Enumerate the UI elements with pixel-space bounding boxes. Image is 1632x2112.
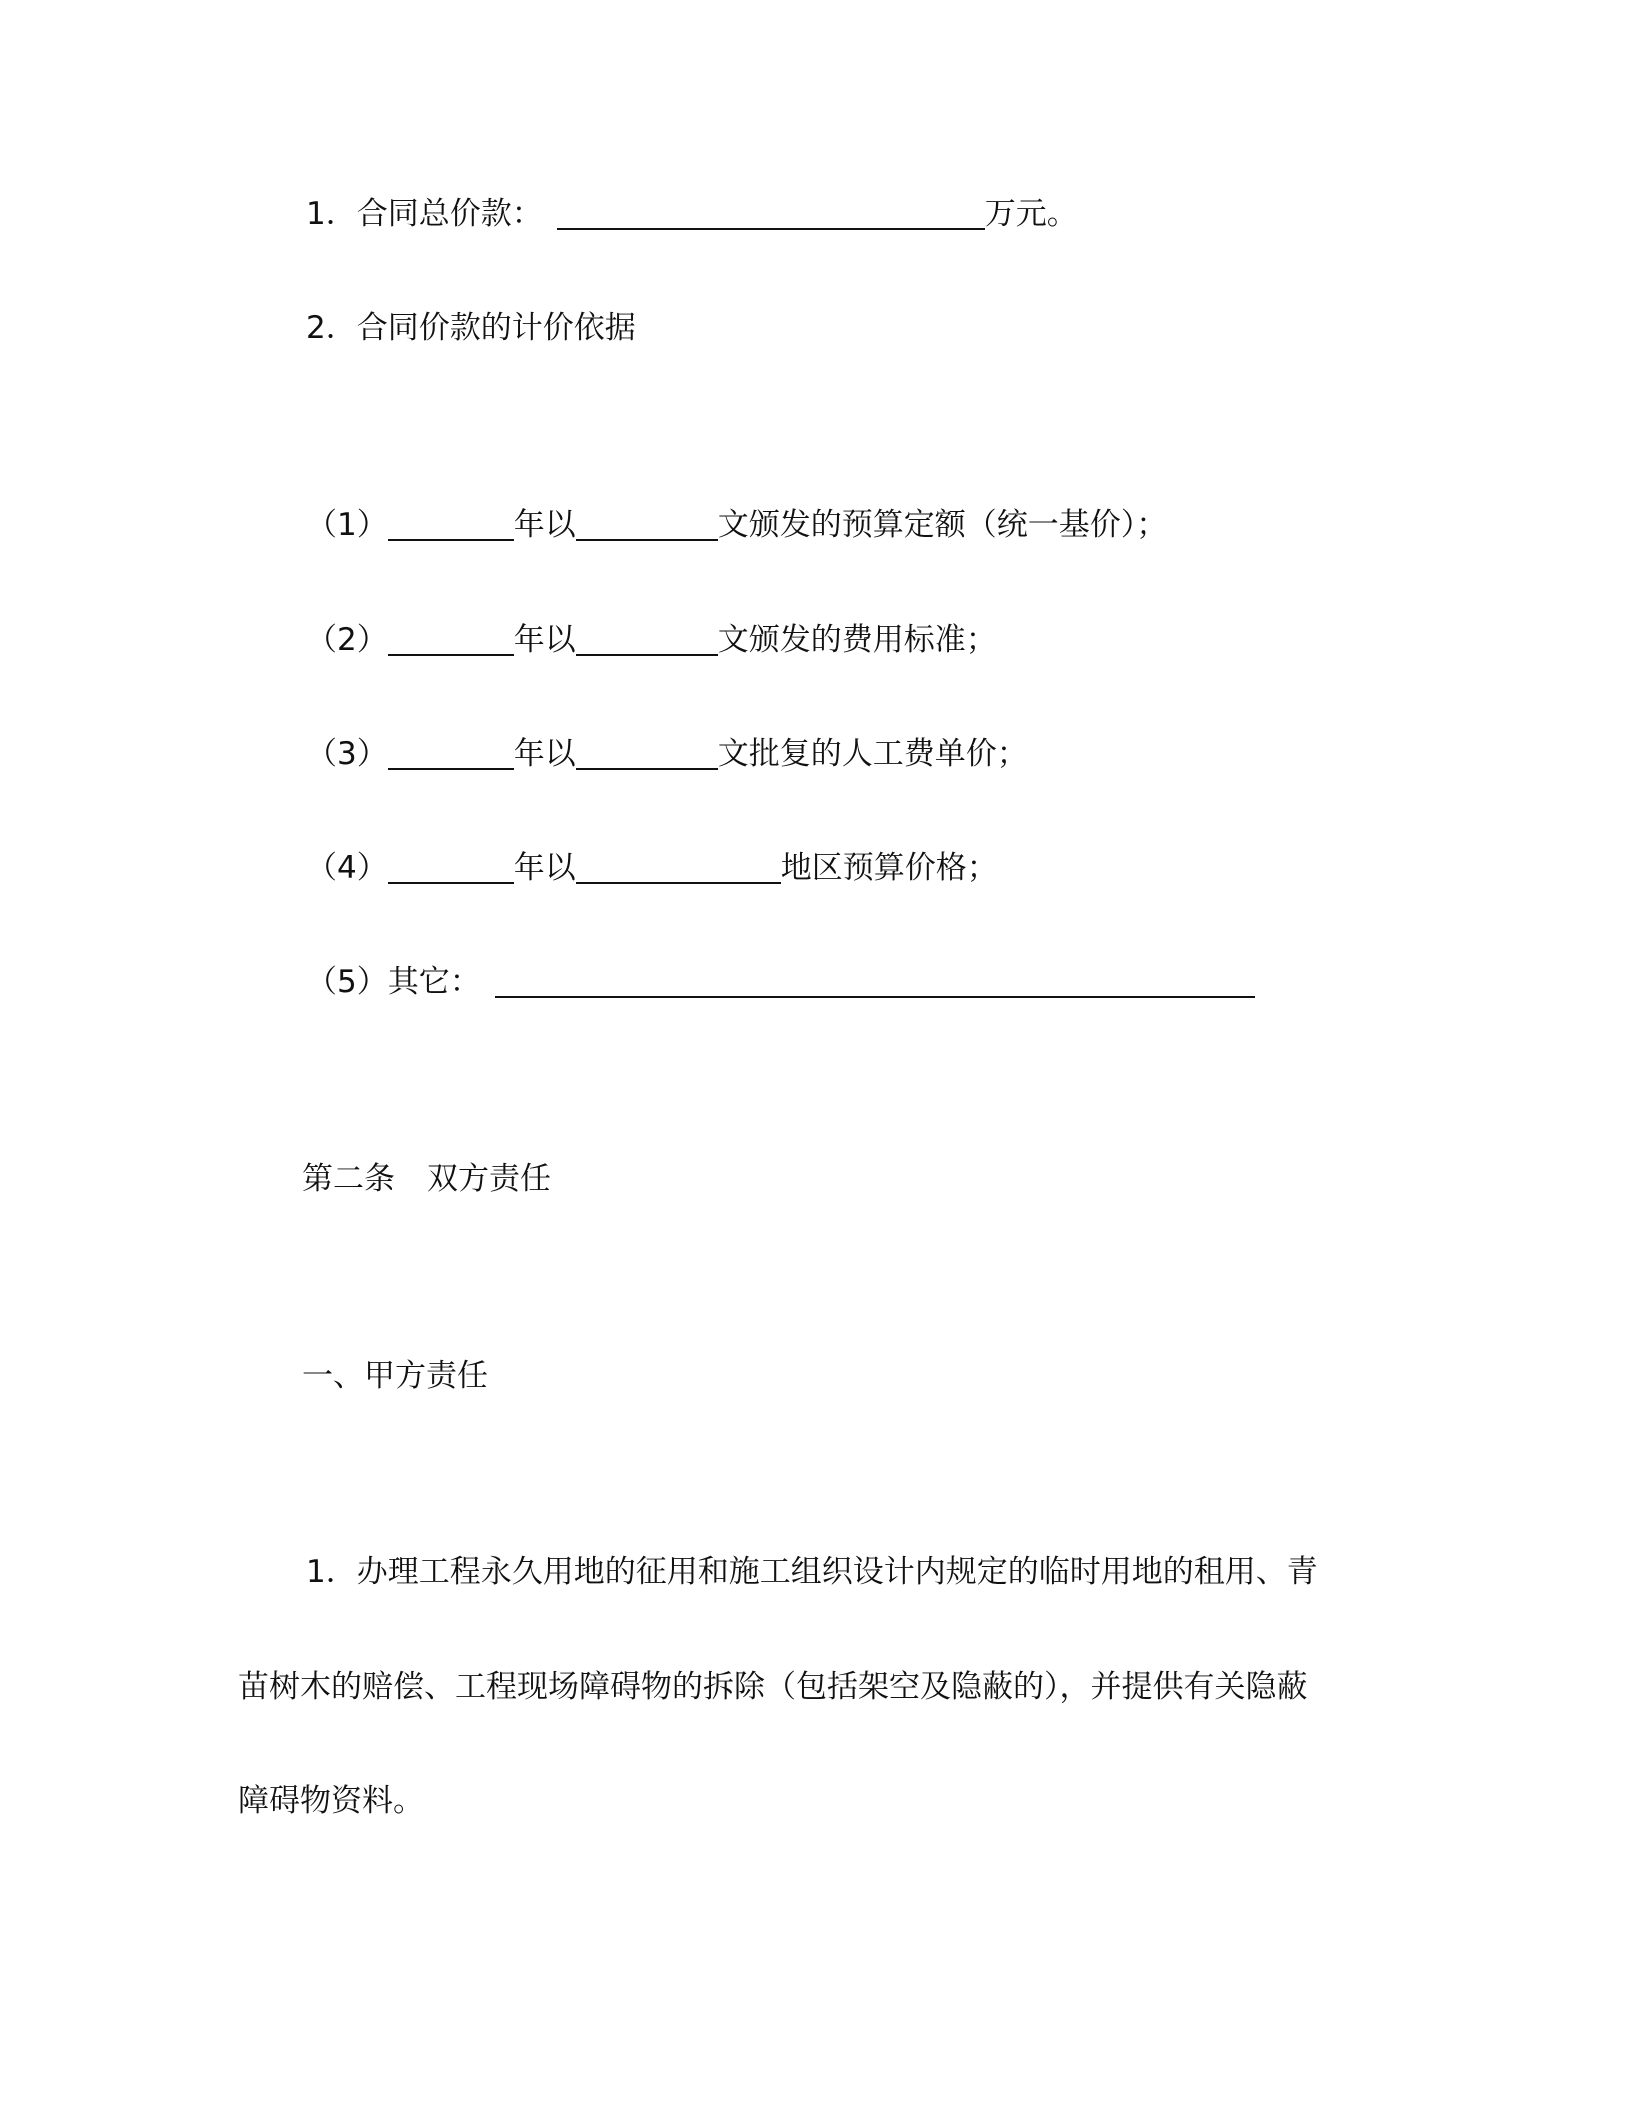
section-party-a-heading <box>302 1356 488 1396</box>
basis-item-1-mid: 年以 <box>513 507 576 543</box>
article-2-title: 双方责任 <box>427 1161 551 1197</box>
basis-item-1-year-blank[interactable] <box>388 509 514 541</box>
pricing-basis-heading-text: 2．合同价款的计价依据 <box>306 310 636 346</box>
contract-total-price-label: 1．合同总价款： <box>306 196 543 232</box>
basis-item-2-mid: 年以 <box>513 622 576 658</box>
contract-total-price-blank[interactable] <box>557 198 985 230</box>
basis-item-5 <box>306 962 1255 1002</box>
paragraph-line-3 <box>238 1781 424 1821</box>
basis-item-4-text: 地区预算价格； <box>780 850 998 886</box>
basis-item-3-mid: 年以 <box>513 736 576 772</box>
basis-item-3-text: 文批复的人工费单价； <box>717 736 1028 772</box>
basis-item-4-year-blank[interactable] <box>388 852 514 884</box>
basis-item-3-number: （3） <box>306 736 388 772</box>
basis-item-4-number: （4） <box>306 850 388 886</box>
basis-item-2-issuer-blank[interactable] <box>576 624 718 656</box>
basis-item-5-label: （5）其它： <box>306 964 481 1000</box>
basis-item-1-text: 文颁发的预算定额（统一基价）； <box>717 507 1168 543</box>
paragraph-line-1-text: 1．办理工程永久用地的征用和施工组织设计内规定的临时用地的租用、青 <box>306 1554 1318 1590</box>
basis-item-4 <box>306 848 998 888</box>
basis-item-2 <box>306 620 997 660</box>
basis-item-2-text: 文颁发的费用标准； <box>717 622 997 658</box>
basis-item-3-issuer-blank[interactable] <box>576 738 718 770</box>
article-2-heading <box>302 1159 551 1199</box>
pricing-basis-heading <box>306 308 636 348</box>
basis-item-1 <box>306 505 1167 545</box>
basis-item-2-year-blank[interactable] <box>388 624 514 656</box>
article-2-label: 第二条 <box>302 1161 395 1197</box>
basis-item-2-number: （2） <box>306 622 388 658</box>
basis-item-1-number: （1） <box>306 507 388 543</box>
basis-item-5-other-blank[interactable] <box>495 966 1255 998</box>
paragraph-line-3-text: 障碍物资料。 <box>238 1783 424 1819</box>
basis-item-3-year-blank[interactable] <box>388 738 514 770</box>
paragraph-line-1 <box>306 1552 1318 1592</box>
paragraph-line-2 <box>238 1667 1308 1707</box>
section-party-a-title: 一、甲方责任 <box>302 1358 488 1394</box>
paragraph-line-2-text: 苗树木的赔偿、工程现场障碍物的拆除（包括架空及隐蔽的），并提供有关隐蔽 <box>238 1669 1308 1705</box>
basis-item-4-region-blank[interactable] <box>576 852 781 884</box>
contract-total-price-line <box>306 194 1078 234</box>
basis-item-4-mid: 年以 <box>513 850 576 886</box>
basis-item-3 <box>306 734 1028 774</box>
basis-item-1-issuer-blank[interactable] <box>576 509 718 541</box>
contract-total-price-unit: 万元。 <box>984 196 1078 232</box>
